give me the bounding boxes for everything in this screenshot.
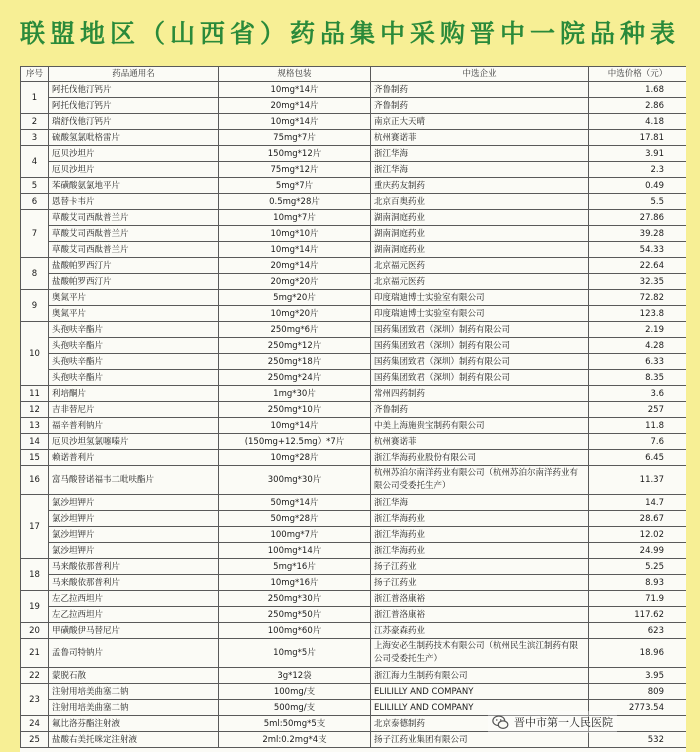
row-number: 4 (21, 146, 49, 178)
spec-cell: 5mg*7片 (219, 178, 371, 194)
price-cell: 6.33 (589, 354, 687, 370)
table-row (21, 418, 687, 434)
drug-name-cell: 头孢呋辛酯片 (49, 354, 219, 370)
table-row (21, 607, 687, 623)
table-row (21, 130, 687, 146)
company-cell: 江苏豪森药业 (371, 623, 589, 639)
company-cell: 齐鲁制药 (371, 402, 589, 418)
price-cell: 3.95 (589, 668, 687, 684)
price-cell: 8.93 (589, 575, 687, 591)
company-cell: 浙江海力生制药有限公司 (371, 668, 589, 684)
spec-cell: 2ml:0.2mg*4支 (219, 732, 371, 748)
drug-name-cell: 吉非替尼片 (49, 402, 219, 418)
drug-name-cell: 氯沙坦钾片 (49, 527, 219, 543)
table-row (21, 114, 687, 130)
price-cell: 2773.54 (589, 700, 687, 716)
spec-cell: 5mg*16片 (219, 559, 371, 575)
row-number: 10 (21, 322, 49, 386)
drug-name-cell: 头孢呋辛酯片 (49, 338, 219, 354)
spec-cell: 250mg*30片 (219, 591, 371, 607)
table-body (21, 82, 687, 748)
spec-cell: 50mg*28片 (219, 511, 371, 527)
drug-name-cell: 蒙脱石散 (49, 668, 219, 684)
table-row (21, 450, 687, 466)
drug-name-cell: 注射用培美曲塞二钠 (49, 700, 219, 716)
company-cell: 国药集团致君（深圳）制药有限公司 (371, 338, 589, 354)
row-number: 22 (21, 668, 49, 684)
price-cell: 532 (589, 732, 687, 748)
company-cell: ELILILLY AND COMPANY (371, 684, 589, 700)
company-cell: 湖南洞庭药业 (371, 242, 589, 258)
company-cell: 浙江华海药业 (371, 511, 589, 527)
price-cell: 24.99 (589, 543, 687, 559)
company-cell: 扬子江药业集团有限公司 (371, 732, 589, 748)
spec-cell: 10mg*10片 (219, 226, 371, 242)
price-cell: 72.82 (589, 290, 687, 306)
table-row (21, 290, 687, 306)
table-row (21, 495, 687, 511)
drug-name-cell: 孟鲁司特钠片 (49, 639, 219, 668)
company-cell: ELILILLY AND COMPANY (371, 700, 589, 716)
drug-name-cell: 甲磺酸伊马替尼片 (49, 623, 219, 639)
row-number: 16 (21, 466, 49, 495)
spec-cell: 250mg*24片 (219, 370, 371, 386)
row-number: 8 (21, 258, 49, 290)
company-cell: 北京百奥药业 (371, 194, 589, 210)
company-cell: 国药集团致君（深圳）制药有限公司 (371, 354, 589, 370)
drug-table-sheet (20, 66, 686, 752)
drug-name-cell: 奥氮平片 (49, 306, 219, 322)
table-row (21, 527, 687, 543)
drug-name-cell: 盐酸帕罗西汀片 (49, 274, 219, 290)
price-cell: 0.49 (589, 178, 687, 194)
drug-name-cell: 氯沙坦钾片 (49, 511, 219, 527)
table-row (21, 194, 687, 210)
company-cell: 杭州苏泊尔南洋药业有限公司（杭州苏泊尔南洋药业有限公司受委托生产） (371, 466, 589, 495)
row-number: 14 (21, 434, 49, 450)
company-cell: 印度瑞迪博士实验室有限公司 (371, 290, 589, 306)
drug-name-cell: 氯沙坦钾片 (49, 543, 219, 559)
spec-cell: 75mg*12片 (219, 162, 371, 178)
company-cell: 浙江华海 (371, 162, 589, 178)
row-number: 18 (21, 559, 49, 591)
drug-name-cell: 马来酸依那普利片 (49, 575, 219, 591)
drug-name-cell: 注射用培美曲塞二钠 (49, 684, 219, 700)
spec-cell: 10mg*14片 (219, 418, 371, 434)
spec-cell: 100mg*60片 (219, 623, 371, 639)
price-cell: 22.64 (589, 258, 687, 274)
price-cell: 1.68 (589, 82, 687, 98)
price-cell: 14.7 (589, 495, 687, 511)
row-number: 24 (21, 716, 49, 732)
watermark-text: 晋中市第一人民医院 (514, 716, 613, 729)
spec-cell: 50mg*14片 (219, 495, 371, 511)
drug-name-cell: 硫酸氢氯吡格雷片 (49, 130, 219, 146)
company-cell: 杭州赛诺菲 (371, 434, 589, 450)
drug-name-cell: 氯沙坦钾片 (49, 495, 219, 511)
table-row (21, 146, 687, 162)
drug-table (20, 66, 686, 748)
table-row (21, 623, 687, 639)
table-row (21, 668, 687, 684)
price-cell: 3.6 (589, 386, 687, 402)
table-row (21, 258, 687, 274)
table-row (21, 511, 687, 527)
spec-cell: 10mg*28片 (219, 450, 371, 466)
table-row (21, 242, 687, 258)
price-cell: 32.35 (589, 274, 687, 290)
price-cell: 2.19 (589, 322, 687, 338)
spec-cell: 20mg*14片 (219, 258, 371, 274)
table-row (21, 370, 687, 386)
company-cell: 浙江华海药业 (371, 543, 589, 559)
spec-cell: 250mg*10片 (219, 402, 371, 418)
table-row (21, 98, 687, 114)
price-cell: 39.28 (589, 226, 687, 242)
spec-cell: 75mg*7片 (219, 130, 371, 146)
row-number: 23 (21, 684, 49, 716)
row-number: 20 (21, 623, 49, 639)
drug-name-cell: 厄贝沙坦氢氯噻嗪片 (49, 434, 219, 450)
table-row (21, 591, 687, 607)
price-cell: 11.37 (589, 466, 687, 495)
company-cell: 中美上海施贵宝制药有限公司 (371, 418, 589, 434)
price-cell: 623 (589, 623, 687, 639)
price-cell: 28.67 (589, 511, 687, 527)
spec-cell: 300mg*30片 (219, 466, 371, 495)
spec-cell: 10mg*7片 (219, 210, 371, 226)
spec-cell: 10mg*20片 (219, 306, 371, 322)
spec-cell: 20mg*14片 (219, 98, 371, 114)
company-cell: 齐鲁制药 (371, 98, 589, 114)
price-cell: 7.6 (589, 434, 687, 450)
price-cell: 8.35 (589, 370, 687, 386)
drug-name-cell: 马来酸依那普利片 (49, 559, 219, 575)
spec-cell: 5mg*20片 (219, 290, 371, 306)
price-cell: 18.96 (589, 639, 687, 668)
spec-cell: 0.5mg*28片 (219, 194, 371, 210)
company-cell: 扬子江药业 (371, 575, 589, 591)
drug-name-cell: 头孢呋辛酯片 (49, 370, 219, 386)
table-row (21, 466, 687, 495)
spec-cell: 150mg*12片 (219, 146, 371, 162)
table-row (21, 402, 687, 418)
price-cell: 5.25 (589, 559, 687, 575)
header-no: 序号 (21, 67, 49, 82)
drug-name-cell: 头孢呋辛酯片 (49, 322, 219, 338)
drug-name-cell: 左乙拉西坦片 (49, 591, 219, 607)
price-cell: 6.45 (589, 450, 687, 466)
company-cell: 浙江普洛康裕 (371, 591, 589, 607)
spec-cell: 10mg*14片 (219, 114, 371, 130)
table-row (21, 274, 687, 290)
row-number: 11 (21, 386, 49, 402)
table-row (21, 338, 687, 354)
price-cell: 123.8 (589, 306, 687, 322)
header-company: 中选企业 (371, 67, 589, 82)
spec-cell: 10mg*16片 (219, 575, 371, 591)
table-header-row (21, 67, 687, 82)
drug-name-cell: 盐酸帕罗西汀片 (49, 258, 219, 274)
drug-name-cell: 草酸艾司西酞普兰片 (49, 226, 219, 242)
company-cell: 印度瑞迪博士实验室有限公司 (371, 306, 589, 322)
price-cell: 117.62 (589, 607, 687, 623)
table-row (21, 559, 687, 575)
row-number: 5 (21, 178, 49, 194)
row-number: 21 (21, 639, 49, 668)
company-cell: 上海安必生制药技术有限公司（杭州民生滨江制药有限公司受委托生产） (371, 639, 589, 668)
price-cell: 3.91 (589, 146, 687, 162)
header-spec: 规格包装 (219, 67, 371, 82)
drug-name-cell: 苯磺酸氨氯地平片 (49, 178, 219, 194)
drug-name-cell: 氟比洛芬酯注射液 (49, 716, 219, 732)
row-number: 7 (21, 210, 49, 258)
drug-name-cell: 阿托伐他汀钙片 (49, 98, 219, 114)
wechat-icon (492, 714, 509, 731)
company-cell: 湖南洞庭药业 (371, 210, 589, 226)
table-row (21, 178, 687, 194)
drug-name-cell: 阿托伐他汀钙片 (49, 82, 219, 98)
company-cell: 齐鲁制药 (371, 82, 589, 98)
table-row (21, 684, 687, 700)
drug-name-cell: 福辛普利钠片 (49, 418, 219, 434)
table-row (21, 639, 687, 668)
company-cell: 北京福元医药 (371, 258, 589, 274)
spec-cell: 100mg*7片 (219, 527, 371, 543)
table-row (21, 306, 687, 322)
drug-name-cell: 利培酮片 (49, 386, 219, 402)
price-cell: 71.9 (589, 591, 687, 607)
row-number: 9 (21, 290, 49, 322)
spec-cell: 5ml:50mg*5支 (219, 716, 371, 732)
row-number: 13 (21, 418, 49, 434)
drug-name-cell: 盐酸右美托咪定注射液 (49, 732, 219, 748)
price-cell: 2.3 (589, 162, 687, 178)
table-row (21, 226, 687, 242)
spec-cell: 20mg*20片 (219, 274, 371, 290)
company-cell: 浙江华海 (371, 495, 589, 511)
spec-cell: 100mg/支 (219, 684, 371, 700)
row-number: 3 (21, 130, 49, 146)
spec-cell: 10mg*14片 (219, 242, 371, 258)
price-cell: 4.28 (589, 338, 687, 354)
price-cell: 11.8 (589, 418, 687, 434)
company-cell: 国药集团致君（深圳）制药有限公司 (371, 322, 589, 338)
table-row (21, 543, 687, 559)
price-cell: 809 (589, 684, 687, 700)
page-title: 联盟地区（山西省）药品集中采购晋中一院品种表 (19, 19, 680, 48)
company-cell: 国药集团致君（深圳）制药有限公司 (371, 370, 589, 386)
table-row (21, 434, 687, 450)
table-row (21, 575, 687, 591)
table-row (21, 354, 687, 370)
drug-name-cell: 赖诺普利片 (49, 450, 219, 466)
price-cell: 17.81 (589, 130, 687, 146)
spec-cell: 250mg*50片 (219, 607, 371, 623)
company-cell: 扬子江药业 (371, 559, 589, 575)
row-number: 2 (21, 114, 49, 130)
spec-cell: 10mg*14片 (219, 82, 371, 98)
row-number: 25 (21, 732, 49, 748)
drug-name-cell: 恩替卡韦片 (49, 194, 219, 210)
drug-name-cell: 富马酸替诺福韦二吡呋酯片 (49, 466, 219, 495)
spec-cell: 100mg*14片 (219, 543, 371, 559)
wechat-watermark (488, 711, 617, 733)
price-cell: 257 (589, 402, 687, 418)
table-row (21, 732, 687, 748)
price-cell: 54.33 (589, 242, 687, 258)
company-cell: 南京正大天晴 (371, 114, 589, 130)
company-cell: 浙江普洛康裕 (371, 607, 589, 623)
row-number: 19 (21, 591, 49, 623)
price-cell: 2.86 (589, 98, 687, 114)
drug-name-cell: 左乙拉西坦片 (49, 607, 219, 623)
row-number: 15 (21, 450, 49, 466)
row-number: 12 (21, 402, 49, 418)
company-cell: 浙江华海药业 (371, 527, 589, 543)
spec-cell: 250mg*12片 (219, 338, 371, 354)
company-cell: 杭州赛诺菲 (371, 130, 589, 146)
spec-cell: 250mg*6片 (219, 322, 371, 338)
table-row (21, 386, 687, 402)
header-price: 中选价格（元） (589, 67, 687, 82)
spec-cell: 10mg*5片 (219, 639, 371, 668)
company-cell: 重庆药友制药 (371, 178, 589, 194)
drug-name-cell: 草酸艾司西酞普兰片 (49, 242, 219, 258)
company-cell: 浙江华海 (371, 146, 589, 162)
drug-name-cell: 厄贝沙坦片 (49, 162, 219, 178)
drug-name-cell: 瑞舒伐他汀钙片 (49, 114, 219, 130)
price-cell: 5.5 (589, 194, 687, 210)
table-row (21, 82, 687, 98)
header-drug-name: 药品通用名 (49, 67, 219, 82)
spec-cell: 250mg*18片 (219, 354, 371, 370)
price-cell: 27.86 (589, 210, 687, 226)
spec-cell: (150mg+12.5mg）*7片 (219, 434, 371, 450)
table-row (21, 210, 687, 226)
spec-cell: 500mg/支 (219, 700, 371, 716)
row-number: 1 (21, 82, 49, 114)
drug-name-cell: 奥氮平片 (49, 290, 219, 306)
company-cell: 北京泰德制药 (371, 716, 589, 732)
drug-name-cell: 厄贝沙坦片 (49, 146, 219, 162)
price-cell: 4.18 (589, 114, 687, 130)
price-cell: 12.02 (589, 527, 687, 543)
row-number: 17 (21, 495, 49, 559)
company-cell: 常州四药制药 (371, 386, 589, 402)
company-cell: 北京福元医药 (371, 274, 589, 290)
spec-cell: 3g*12袋 (219, 668, 371, 684)
company-cell: 浙江华海药业股份有限公司 (371, 450, 589, 466)
spec-cell: 1mg*30片 (219, 386, 371, 402)
row-number: 6 (21, 194, 49, 210)
drug-name-cell: 草酸艾司西酞普兰片 (49, 210, 219, 226)
table-row (21, 322, 687, 338)
company-cell: 湖南洞庭药业 (371, 226, 589, 242)
table-row (21, 162, 687, 178)
